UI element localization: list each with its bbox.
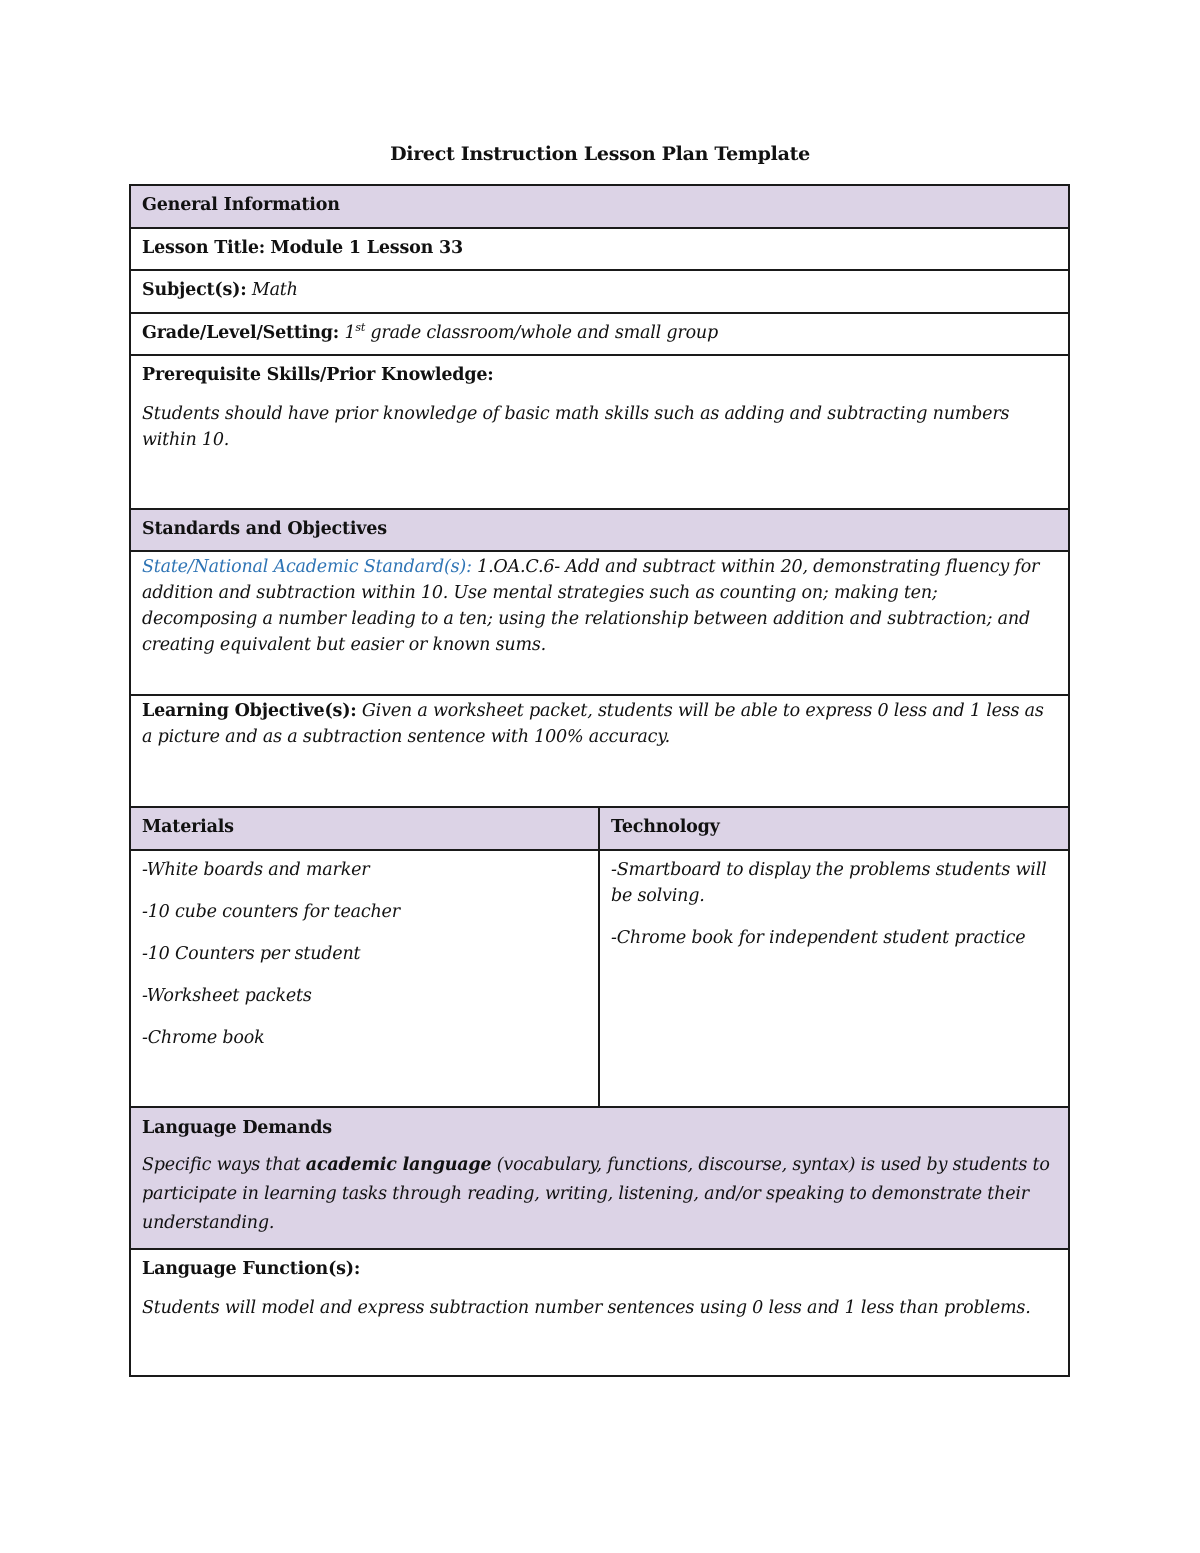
language-demands-text-after: (vocabulary, functions, discourse, syntax) is used by students to participate in learning tasks through reading, writing, listening, and/or speaking to demonstrate their understanding. — [142, 1155, 1050, 1233]
standard-label: State/National Academic Standard(s): — [142, 557, 472, 577]
grade-row — [131, 312, 1068, 354]
academic-language-term: academic language — [305, 1155, 492, 1175]
standards-header — [131, 508, 1068, 550]
language-demands-row — [131, 1106, 1068, 1248]
subject-label: Subject(s): — [142, 280, 247, 300]
grade-ordinal: st — [355, 321, 366, 335]
grade-label: Grade/Level/Setting: — [142, 323, 340, 343]
lesson-plan-table — [129, 184, 1070, 1377]
objective-label: Learning Objective(s): — [142, 701, 357, 721]
lesson-title-label: Lesson Title: — [142, 238, 266, 258]
standards-heading: Standards and Objectives — [142, 519, 387, 539]
prerequisite-row — [131, 354, 1068, 508]
materials-heading: Materials — [131, 808, 600, 849]
technology-item: -Chrome book for independent student practice — [611, 928, 1026, 948]
materials-item: -Chrome book — [142, 1028, 265, 1048]
objective-row — [131, 694, 1068, 806]
objective-text: Given a worksheet packet, students will be able to express 0 less and 1 less as a picture and as a subtraction sentence with 100% accuracy. — [142, 701, 1044, 747]
standard-text: 1.OA.C.6- Add and subtract within 20, demonstrating fluency for addition and subtraction within 10. Use mental strategies such as counting on; making ten; decomposing a number leading to a ten; using the relationship between addition and subtraction; and creating equivalent but easier or known sums. — [142, 557, 1040, 655]
technology-item: -Smartboard to display the problems students will be solving. — [611, 860, 1047, 906]
language-demands-heading: Language Demands — [142, 1118, 332, 1138]
general-information-heading: General Information — [142, 195, 340, 215]
page-title: Direct Instruction Lesson Plan Template — [390, 143, 810, 165]
standard-row — [131, 550, 1068, 694]
technology-heading: Technology — [611, 817, 720, 837]
materials-technology-header — [131, 806, 1068, 849]
materials-item: -White boards and marker — [142, 860, 370, 880]
technology-list — [600, 851, 1068, 1106]
grade-value: grade classroom/whole and small group — [370, 323, 718, 343]
materials-item: -10 cube counters for teacher — [142, 902, 400, 922]
language-functions-text: Students will model and express subtraction number sentences using 0 less and 1 less than problems. — [142, 1298, 1031, 1318]
prerequisite-label: Prerequisite Skills/Prior Knowledge: — [142, 365, 494, 385]
lesson-title-value: Module 1 Lesson 33 — [270, 238, 463, 258]
subject-row — [131, 269, 1068, 312]
materials-item: -Worksheet packets — [142, 986, 312, 1006]
subject-value: Math — [251, 280, 298, 300]
materials-item: -10 Counters per student — [142, 944, 361, 964]
general-information-header — [131, 186, 1068, 227]
materials-technology-body — [131, 849, 1068, 1106]
language-functions-row — [131, 1248, 1068, 1375]
materials-list — [131, 851, 600, 1106]
lesson-title-row — [131, 227, 1068, 269]
language-functions-label: Language Function(s): — [142, 1259, 361, 1279]
prerequisite-text: Students should have prior knowledge of basic math skills such as adding and subtracting numbers within 10. — [142, 404, 1010, 450]
grade-number: 1 — [344, 323, 356, 343]
language-demands-text-before: Specific ways that — [142, 1155, 301, 1175]
language-demands-text — [142, 1151, 1057, 1238]
